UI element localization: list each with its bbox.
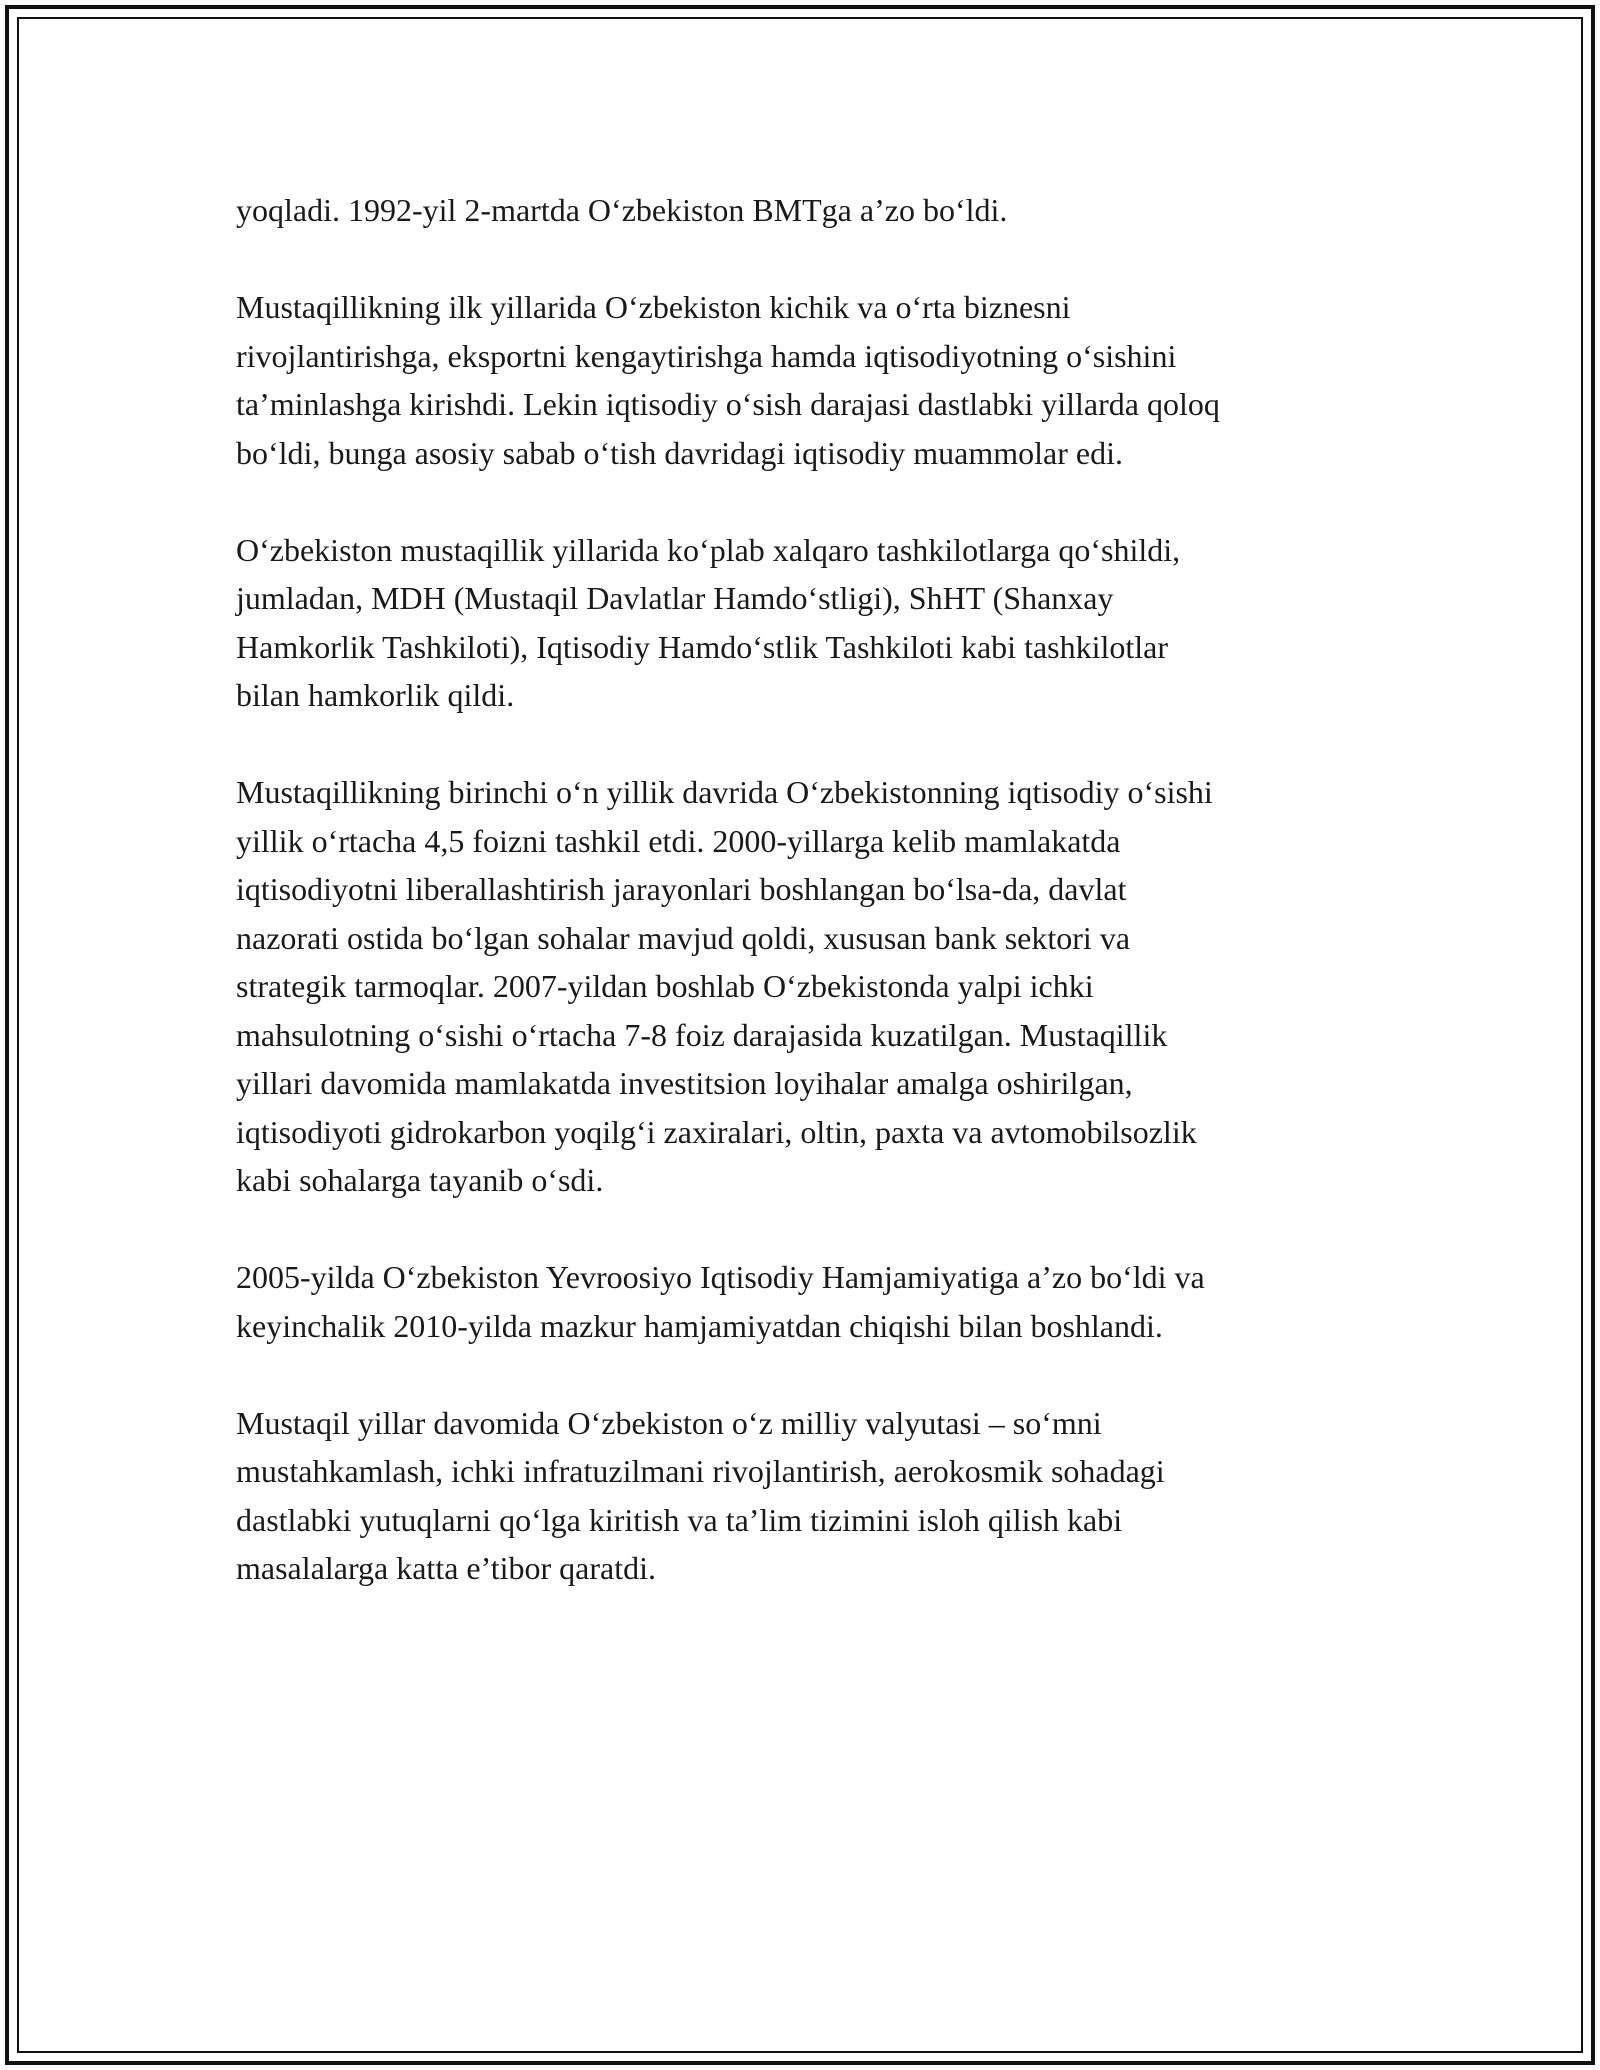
text-line: iqtisodiyoti gidrokarbon yoqilg‘i zaxiralari, oltin, paxta va avtomobilsozlik [236,1113,1197,1150]
text-line: yoqladi. 1992-yil 2-martda O‘zbekiston BMTga a’zo bo‘ldi. [236,192,1008,228]
text-line: Hamkorlik Tashkiloti), Iqtisodiy Hamdo‘stlik Tashkiloti kabi tashkilotlar [236,628,1169,665]
text-line: mahsulotning o‘sishi o‘rtacha 7-8 foiz darajasida kuzatilgan. Mustaqillik [236,1016,1168,1053]
paragraph-un-membership [236,186,1386,235]
text-line: kabi sohalarga tayanib o‘sdi. [236,1162,604,1198]
text-line: 2005-yilda O‘zbekiston Yevroosiyo Iqtisodiy Hamjamiyatiga a’zo bo‘ldi va [236,1259,1205,1295]
text-line: nazorati ostida bo‘lgan sohalar mavjud qoldi, xususan bank sektori va [236,919,1131,956]
paragraph-eurasian-community [236,1253,1386,1350]
text-line: bilan hamkorlik qildi. [236,677,515,713]
text-line: jumladan, MDH (Mustaqil Davlatlar Hamdo‘stligi), ShHT (Shanxay [236,580,1114,616]
paragraph-early-economy [236,283,1386,477]
paragraph-economic-growth [236,768,1386,1205]
text-line: yillik o‘rtacha 4,5 foizni tashkil etdi. 2000-yillarga kelib mamlakatda [236,822,1121,859]
text-line: strategik tarmoqlar. 2007-yildan boshlab O‘zbekistonda yalpi ichki [236,968,1094,1004]
text-line: Mustaqil yillar davomida O‘zbekiston o‘z milliy valyutasi – so‘mni [236,1404,1102,1441]
text-line: bo‘ldi, bunga asosiy sabab o‘tish davridagi iqtisodiy muammolar edi. [236,434,1123,471]
text-line: Mustaqillikning birinchi o‘n yillik davrida O‘zbekistonning iqtisodiy o‘sishi [236,774,1213,810]
paragraph-international-organizations [236,526,1386,720]
paragraph-national-priorities [236,1399,1386,1593]
text-line: iqtisodiyotni liberallashtirish jarayonlari boshlangan bo‘lsa-da, davlat [236,871,1127,907]
text-line: keyinchalik 2010-yilda mazkur hamjamiyatdan chiqishi bilan boshlandi. [236,1307,1163,1344]
text-line: dastlabki yutuqlarni qo‘lga kiritish va ta’lim tizimini isloh qilish kabi [236,1501,1123,1538]
text-line: O‘zbekiston mustaqillik yillarida ko‘plab xalqaro tashkilotlarga qo‘shildi, [236,531,1181,568]
text-line: yillari davomida mamlakatda investitsion loyihalar amalga oshirilgan, [236,1065,1133,1101]
text-line: masalalarga katta e’tibor qaratdi. [236,1550,656,1586]
text-line: Mustaqillikning ilk yillarida O‘zbekiston kichik va o‘rta biznesni [236,289,1071,325]
text-line: mustahkamlash, ichki infratuzilmani rivojlantirish, aerokosmik sohadagi [236,1453,1165,1489]
text-line: rivojlantirishga, eksportni kengaytirishga hamda iqtisodiyotning o‘sishini [236,337,1177,374]
text-line: ta’minlashga kirishdi. Lekin iqtisodiy o‘sish darajasi dastlabki yillarda qoloq [236,386,1220,422]
document-body [236,186,1386,1641]
